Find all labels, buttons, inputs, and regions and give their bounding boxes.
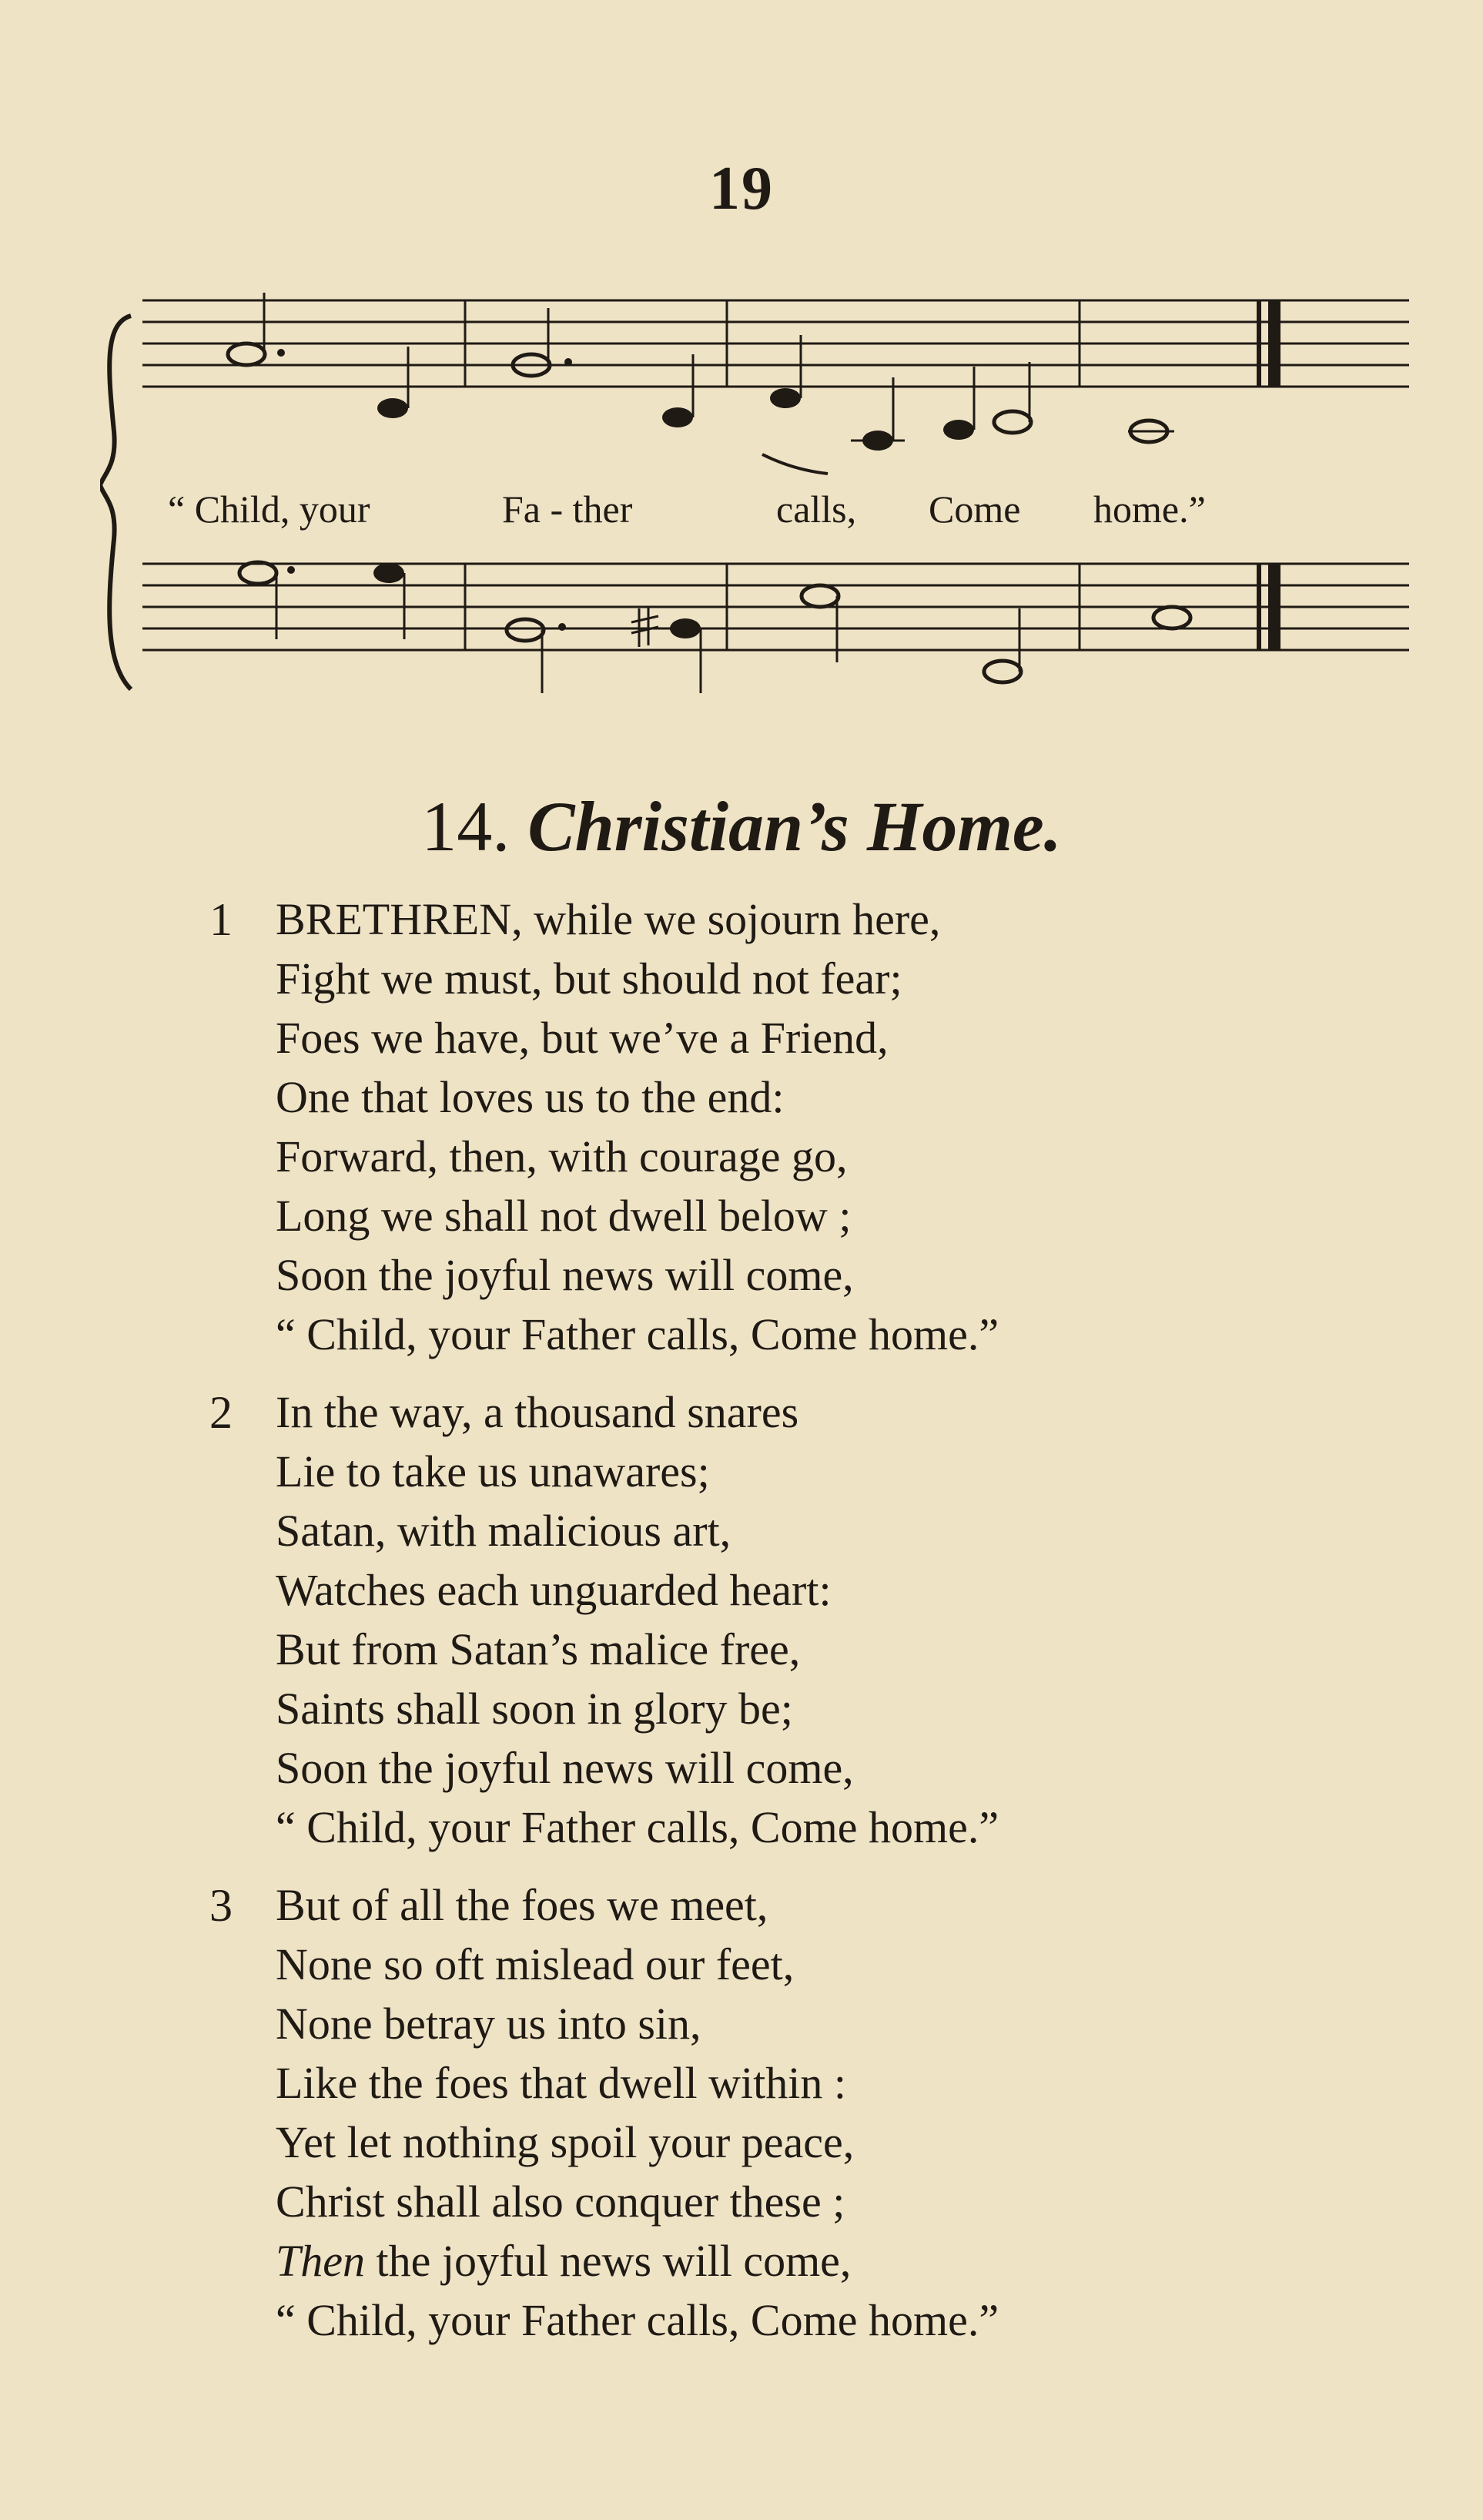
verse-line: But of all the foes we meet, (276, 1880, 768, 1930)
hymn-title (0, 786, 1483, 867)
hymn-number: 14. (421, 787, 511, 866)
verse-line: “ Child, your Father calls, Come home.” (276, 1309, 999, 1359)
verse-line: Yet let nothing spoil your peace, (276, 2117, 855, 2167)
music-lyric-5: home.” (1093, 488, 1206, 531)
verse-line: Soon the joyful news will come, (276, 1250, 854, 1300)
verse-line: Christ shall also conquer these ; (276, 2177, 845, 2227)
verse-number: 3 (209, 1880, 233, 1931)
verse-line: Long we shall not dwell below ; (276, 1191, 852, 1241)
verse-line: Watches each unguarded heart: (276, 1565, 832, 1615)
verse-line: One that loves us to the end: (276, 1072, 785, 1122)
music-lyric-2: Fa - ther (502, 488, 633, 531)
verse-line: Forward, then, with courage go, (276, 1131, 848, 1181)
verse-line-rest: the joyful news will come, (376, 2236, 852, 2286)
verse-line: BRETHREN, while we sojourn here, (276, 894, 941, 944)
verse-number: 2 (209, 1387, 233, 1438)
verse-line: Lie to take us unawares; (276, 1446, 710, 1496)
verse-line: “ Child, your Father calls, Come home.” (276, 2295, 999, 2345)
verse-line: But from Satan’s malice free, (276, 1624, 801, 1674)
verse-number: 1 (209, 894, 233, 945)
verse-line: Fight we must, but should not fear; (276, 953, 902, 1004)
verse-line-emphasis (276, 2235, 851, 2287)
page-number: 19 (709, 155, 774, 223)
music-lyric-4: Come (929, 488, 1021, 531)
verse-line: Satan, with malicious art, (276, 1506, 731, 1556)
verse-line: Like the foes that dwell within : (276, 2058, 846, 2108)
verse-line: In the way, a thousand snares (276, 1387, 799, 1437)
verse-line: None so oft mislead our feet, (276, 1939, 795, 1989)
verse-emphasis: Then (276, 2236, 365, 2286)
verse-line: Soon the joyful news will come, (276, 1743, 854, 1793)
music-lyric-1: “ Child, your (168, 488, 370, 531)
music-lyric-3: calls, (776, 488, 857, 531)
verse-line: None betray us into sin, (276, 1999, 701, 2049)
verse-line: “ Child, your Father calls, Come home.” (276, 1802, 999, 1852)
hymn-name: Christian’s Home. (527, 787, 1062, 866)
verse-line: Foes we have, but we’ve a Friend, (276, 1013, 889, 1063)
verse-line: Saints shall soon in glory be; (276, 1684, 793, 1734)
